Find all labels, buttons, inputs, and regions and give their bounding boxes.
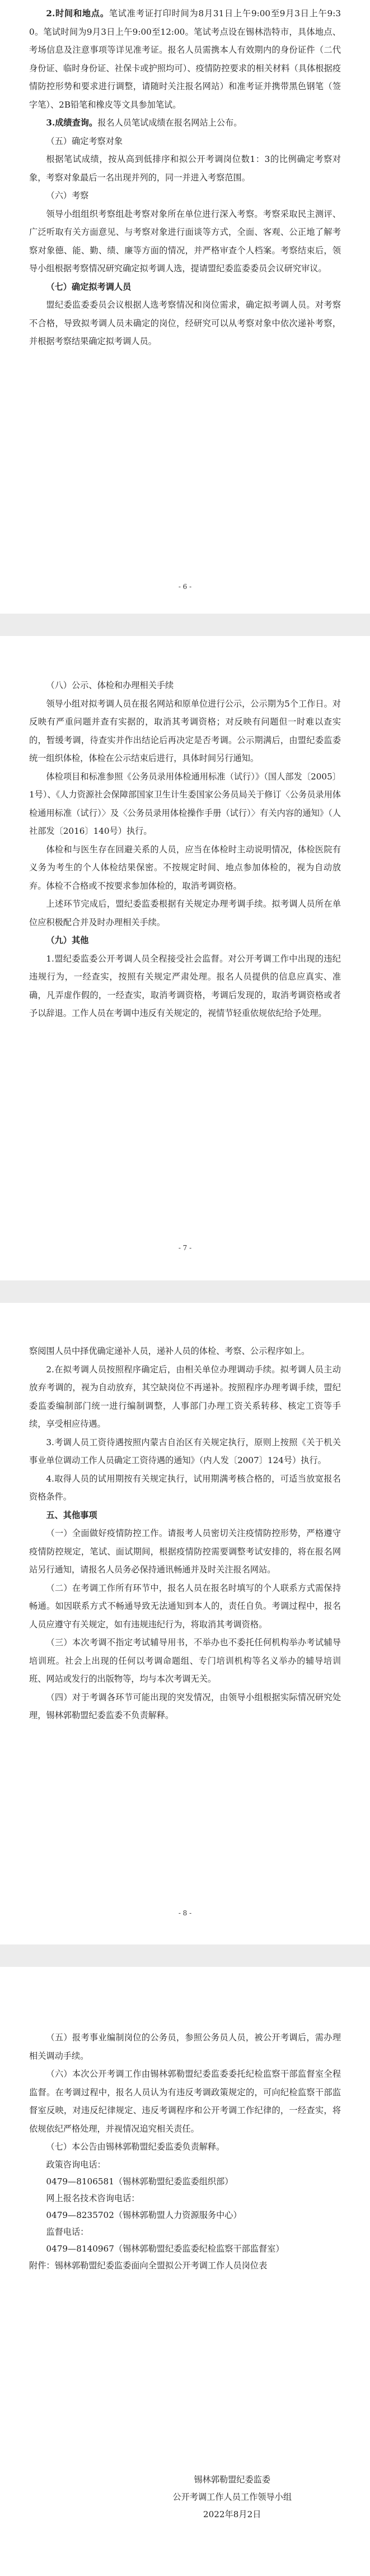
contact-line: 监督电话： [46,2226,89,2237]
paragraph-procedures: 上述环节完成后，盟纪委监委根据有关规定办理考调手续。拟考调人员所在单位应积极配合并及时办理相关手续。 [29,899,341,927]
signature-date: 2022年8月2日 [203,2509,261,2519]
paragraph-exam-time: 2.时间和地点。笔试准考证打印时间为8月31日上午9:00至9月3日上午9:30。笔试时间为9月3日上午9:00至12:00。笔试考点设在锡林浩特市，具体地点、考场信息及注意事项等详见准考证。报名人员需携本人有效期内的身份证件（二代身份证、临时身份证、社保卡或护照均可）、疫情防控要求的相关材料（具体根据疫情防控形势和要求进行调整，请随时关注报名网站）和准考证并携带黑色钢笔（签字笔）、2B铅笔和橡皮等文具参加笔试。 [29,8,341,110]
contacts-title: 政策咨询电话： [46,2159,106,2170]
paragraph-no-tutoring: （三）本次考调不指定考试辅导用书，不举办也不委托任何机构举办考试辅导培训班。社会上出现的任何以考调命题组、专门培训机构等名义举办的辅导培训班、网站或发行的出版物等，均与本次考调无关。 [29,1637,341,1684]
paragraph-inspection: 领导小组组织考察组赴考察对象所在单位进行深入考察。考察采取民主测评、广泛听取有关方面意见、与考察对象进行面谈等方式，全面、客观、公正地了解考察对象德、能、勤、绩、廉等方面的情况，并严格审查个人档案。考察结束后，领导小组根据考察情况研究确定拟考调人选，提请盟纪委监委委员会议研究审议。 [29,208,341,273]
paragraph-epidemic: （一）全面做好疫情防控工作。请报考人员密切关注疫情防控形势，严格遵守疫情防控规定，笔试、面试期间，根据疫情防控需要调整考试安排的，将在报名网站另行通知，请报名人员务必保持通讯畅通并及时关注报名网站。 [29,1528,341,1575]
document-page-2 [0,636,370,1280]
paragraph-emergencies: （四）对于考调各环节可能出现的突发情况，由领导小组根据实际情况研究处理，锡林郭勒盟纪委监委不负责解释。 [29,1692,341,1720]
paragraph-probation: 4.取得人员的试用期按有关规定执行，试用期满考核合格的，可适当放宽报名资格条件。 [29,1473,341,1502]
page-number: - 7 - [178,1244,192,1252]
contact-line: 0479—8140967（锡林郭勒盟纪委监委纪检监察干部监督室） [46,2243,284,2254]
section-heading-final-selection: （七）确定拟考调人员 [46,281,132,292]
signature-block [172,2471,292,2523]
section-heading-other: （九）其他 [46,935,89,945]
paragraph-interpretation: （七）本公告由锡林郭勒盟纪委监委负责解释。 [46,2142,225,2152]
paragraph-continuation: 察阅围人员中择优确定递补人员，递补人员的体检、考察、公示程序如上。 [29,1346,310,1356]
paragraph-contact: （二）在考调工作所有环节中，报名人员在报名时填写的个人联系方式需保持畅通。如因联系方式不畅通导致无法通知到本人的，责任自负。考调过程中，报名人员应遵守有关规定，如有违规违纪行为，将取消其考调资格。 [29,1582,341,1630]
paragraph-score-query: 3.成绩查询。报名人员笔试成绩在报名网站上公布。 [46,118,242,128]
paragraph-final-selection: 盟纪委监委委员会议根据人选考察情况和岗位需求，确定拟考调人员。对考察不合格，导致拟考调人员未确定的岗位，经研究可以从考察对象中依次递补考察，并根据考察结果确定拟考调人员。 [29,300,341,346]
paragraph-transfer: 2.在拟考调人员按照程序确定后，由相关单位办理调动手续。拟考调人员主动放弃考调的，视为自动放弃，其空缺岗位不再递补。按照程序办理考调手续，盟纪委监委编制部门统一进行编制调整，人事部门办理工资关系转移、核定工资等手续，享受相应待遇。 [29,1364,341,1429]
paragraph-oversight: （六）本次公开考调工作由锡林郭勒盟纪委监委委托纪检监察干部监督室全程监督。在考调过程中，报名人员认为有违反考调政策规定的，可向纪检监察干部监督室反映，对违反纪律规定、违反考调程序和公开考调工作纪律的，一经查实，将依规依纪严格处理，并视情况追究相关责任。 [29,2069,341,2134]
section-heading-other-matters: 五、其他事项 [46,1510,97,1520]
document-page-1 [0,0,370,614]
paragraph-salary: 3.考调人员工资待遇按照内蒙古自治区有关规定执行，原则上按照《关于机关事业单位调动工作人员确定工资待遇的通知》（内人发〔2007〕124号）执行。 [29,1437,341,1465]
signature-group: 公开考调工作人员工作领导小组 [172,2492,292,2502]
signature-org: 锡林郭勒盟纪委监委 [194,2475,271,2485]
contact-line: 0479—8106581（锡林郭勒盟纪委监委组织部） [46,2176,233,2187]
paragraph-medical-standards: 体检项目和标准参照《公务员录用体检通用标准（试行）》（国人部发〔2005〕1号）、《人力资源社会保障部国家卫生计生委国家公务员局关于修订〈公务员录用体检通用标准（试行）〉及〈公务员录用体检操作手册（试行）〉有关内容的通知》（人社部发〔2016〕140号）执行。 [29,771,341,836]
section-heading-inspection: （六）考察 [46,191,89,201]
paragraph-supervision: 1.盟纪委监委公开考调人员全程接受社会监督。对公开考调工作中出现的违纪违规行为，一经查实，按照有关规定严肃处理。报名人员提供的信息应真实、准确，凡弄虚作假的，一经查实，取消考调资格，考调后发现的，取消考调资格或者予以辞退。工作人员在考调中违反有关规定的，视情节轻重依规依纪给予处理。 [29,953,341,1018]
contact-line: 0479—8235702（锡林郭勒盟人力资源服务中心） [46,2210,242,2220]
paragraph-medical-rules: 体检和与医生存在回避关系的人员，应当在体检时主动说明情况，体检医院有义务为考生的个人体检结果保密。不按规定时间、地点参加体检的，视为自动放弃。体检不合格或不按要求参加体检的，取消考调资格。 [29,844,341,891]
paragraph-civil-servants: （五）报考事业编制岗位的公务员，参照公务员人员，被公开考调后，需办理相关调动手续。 [29,2032,341,2061]
page-number: - 6 - [178,583,192,591]
document-page-4 [0,1967,370,2576]
section-heading-publicity: （八）公示、体检和办理相关手续 [46,680,174,690]
contact-line: 网上报名技术咨询电话： [46,2193,140,2203]
section-heading-candidates: （五）确定考察对象 [46,136,123,146]
attachment-note: 附件：锡林郭勒盟纪委监委面向全盟拟公开考调工作人员岗位表 [29,2260,268,2271]
paragraph-publicity: 领导小组对拟考调人员在报名网站和原单位进行公示，公示期为5个工作日。对反映有严重问题并查有实据的，取消其考调资格；对反映有问题但一时难以查实的，暂缓考调，待查实并作出结论后再决定是否考调。公示期满后，由盟纪委监委统一组织体检，体检在公示结束后进行，具体时间另行通知。 [29,698,341,763]
document-page-3 [0,1303,370,1944]
paragraph-candidates: 根据笔试成绩，按从高到低排序和拟公开考调岗位数1：3的比例确定考察对象，考察对象最后一名出现并列的，同一并进入考察范围。 [29,154,341,183]
page-number: - 8 - [178,1909,192,1917]
